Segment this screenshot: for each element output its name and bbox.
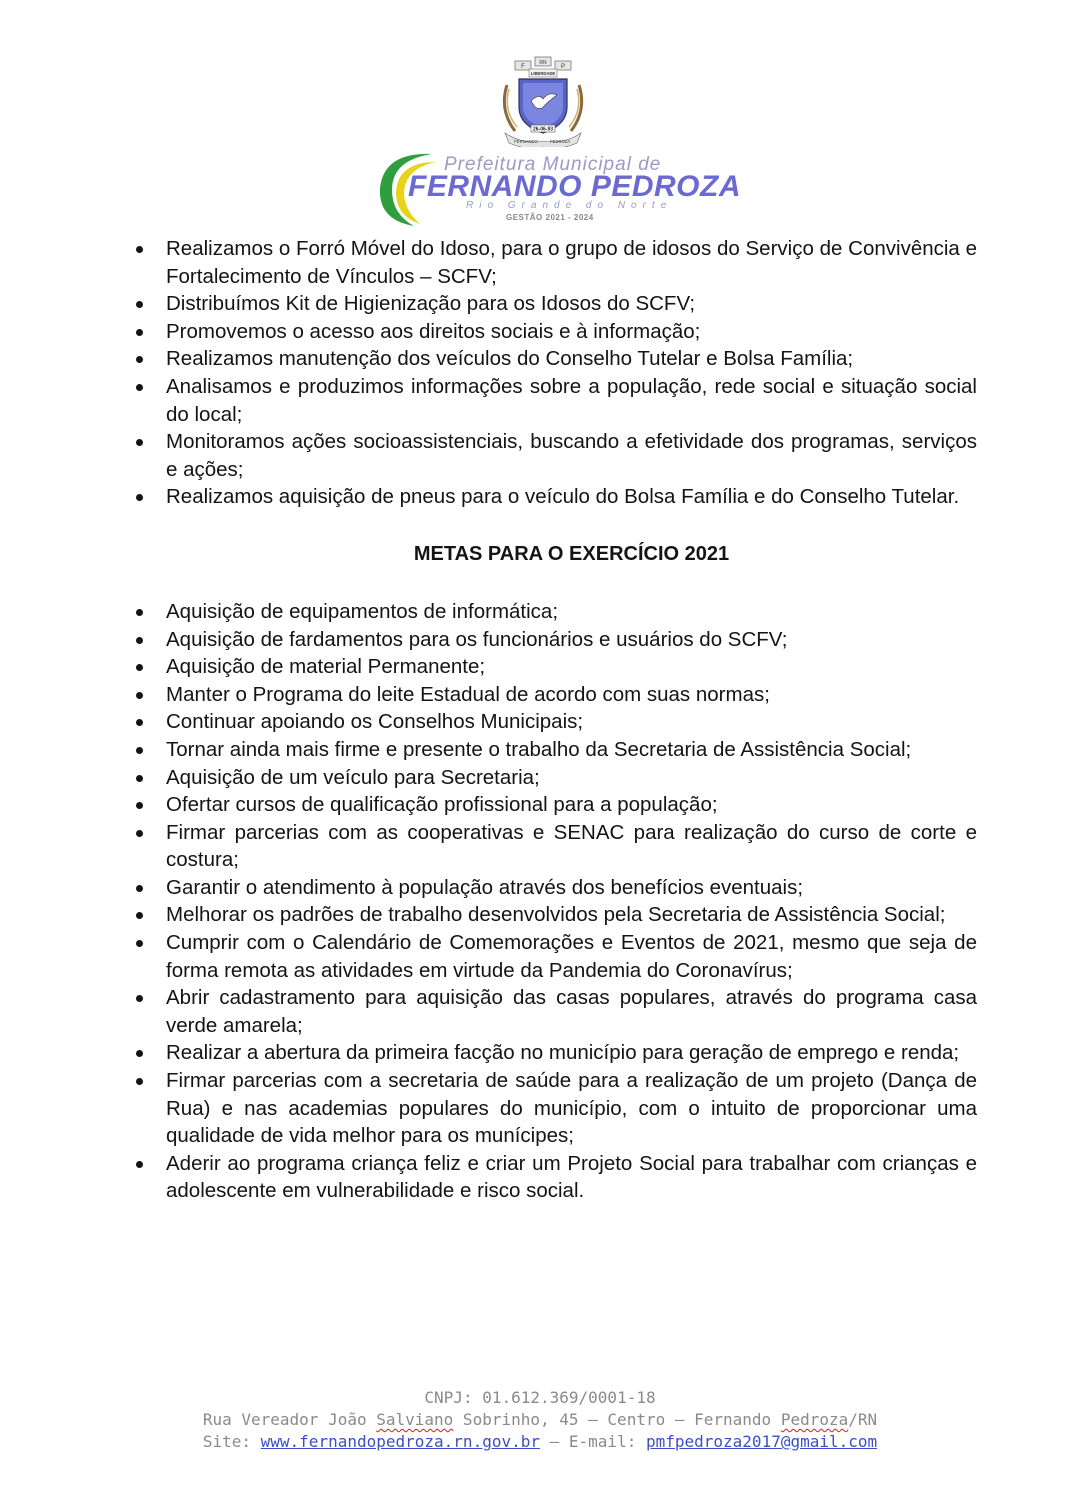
email-label: – E-mail:	[540, 1432, 646, 1451]
list-item	[130, 708, 977, 736]
bullet-icon	[136, 301, 143, 308]
document-body	[130, 235, 977, 1205]
list-item-text: Cumprir com o Calendário de Comemorações e Eventos de 2021, mesmo que seja de forma remota as atividades em virtude da Pandemia do Coronavírus;	[166, 931, 977, 982]
site-link[interactable]: www.fernandopedroza.rn.gov.br	[260, 1432, 540, 1451]
bullet-icon	[136, 1161, 143, 1168]
list-item	[130, 1039, 977, 1067]
crest-banner: LIBERDADE	[530, 71, 556, 76]
bullet-icon	[136, 356, 143, 363]
list-item	[130, 626, 977, 654]
bullet-icon	[136, 692, 143, 699]
list-item-text: Tornar ainda mais firme e presente o trabalho da Secretaria de Assistência Social;	[166, 737, 912, 761]
list-item	[130, 984, 977, 1039]
bullet-icon	[136, 912, 143, 919]
list-item	[130, 1150, 977, 1205]
crest-top-center: RN	[539, 60, 547, 66]
list-item	[130, 290, 977, 318]
list-item-text: Manter o Programa do leite Estadual de acordo com suas normas;	[166, 682, 770, 706]
list-item	[130, 318, 977, 346]
list-item	[130, 901, 977, 929]
list-item-text: Melhorar os padrões de trabalho desenvolvidos pela Secretaria de Assistência Social;	[166, 903, 946, 927]
list-item-text: Promovemos o acesso aos direitos sociais e à informação;	[166, 319, 701, 343]
list-item	[130, 428, 977, 483]
address-prefix: Rua Vereador João	[202, 1410, 377, 1429]
list-item-text: Realizar a abertura da primeira facção no município para geração de emprego e renda;	[166, 1041, 960, 1065]
list-item-text: Aquisição de material Permanente;	[166, 655, 486, 679]
list-item-text: Realizamos o Forró Móvel do Idoso, para o grupo de idosos do Serviço de Convivência e Fortalecimento de Vínculos – SCFV;	[166, 237, 977, 288]
list-item-text: Realizamos aquisição de pneus para o veículo do Bolsa Família e do Conselho Tutelar.	[166, 485, 960, 509]
bullet-icon	[136, 940, 143, 947]
footer-cnpj: CNPJ: 01.612.369/0001-18	[424, 1388, 656, 1407]
bullet-icon	[136, 719, 143, 726]
logo-prefeitura-text: Prefeitura Municipal de	[444, 154, 662, 175]
prefeitura-logo	[374, 148, 742, 230]
list-item-text: Firmar parcerias com as cooperativas e SENAC para realização do curso de corte e costura;	[166, 820, 977, 872]
list-item-text: Monitoramos ações socioassistenciais, buscando a efetividade dos programas, serviços e ações;	[166, 430, 977, 481]
list-item	[130, 764, 977, 792]
list-item	[130, 791, 977, 819]
bullet-icon	[136, 609, 143, 616]
list-item-text: Firmar parcerias com a secretaria de saúde para a realização de um projeto (Dança de Rua) e nas academias populares do município, com o intuito de proporcionar uma qualidade de vida melhor para os munícipes;	[166, 1069, 977, 1148]
logo-state-text: Rio Grande do Norte	[466, 200, 673, 211]
list-item	[130, 681, 977, 709]
list-item	[130, 373, 977, 428]
page-footer	[0, 1387, 1080, 1453]
logo-term-text: GESTÃO 2021 - 2024	[506, 213, 594, 222]
bullet-icon	[136, 775, 143, 782]
section-title: METAS PARA O EXERCÍCIO 2021	[413, 542, 730, 565]
logo-city-name: FERNANDO PEDROZA	[408, 170, 742, 203]
bullet-icon	[136, 747, 143, 754]
bullet-icon	[136, 246, 143, 253]
bullet-icon	[136, 995, 143, 1002]
footer-address	[0, 1409, 1080, 1431]
site-label: Site:	[202, 1432, 261, 1451]
list-item-text: Continuar apoiando os Conselhos Municipais;	[166, 710, 584, 734]
list-item	[130, 345, 977, 373]
bullet-icon	[136, 637, 143, 644]
list-item	[130, 874, 977, 902]
list-item-text: Aquisição de fardamentos para os funcionários e usuários do SCFV;	[166, 627, 788, 651]
bullet-icon	[136, 802, 143, 809]
footer-contact	[0, 1431, 1080, 1453]
address-city-name: Pedroza	[780, 1410, 849, 1429]
list-item	[130, 235, 977, 290]
list-item	[130, 653, 977, 681]
bullet-icon	[136, 494, 143, 501]
bullet-icon	[136, 1078, 143, 1085]
list-item	[130, 736, 977, 764]
bullet-icon	[136, 329, 143, 336]
municipal-coat-of-arms	[493, 55, 593, 147]
list-item	[130, 483, 977, 511]
letterhead	[0, 55, 1080, 230]
actions-list	[130, 235, 977, 511]
bullet-icon	[136, 830, 143, 837]
crest-top-right: P	[560, 64, 566, 70]
address-street-name: Salviano	[376, 1410, 454, 1429]
list-item-text: Aquisição de um veículo para Secretaria;	[166, 765, 540, 789]
list-item-text: Realizamos manutenção dos veículos do Conselho Tutelar e Bolsa Família;	[166, 347, 854, 371]
crest-ribbon-left: FERNANDO	[514, 139, 538, 144]
address-middle: Sobrinho, 45 – Centro – Fernando	[453, 1410, 781, 1429]
bullet-icon	[136, 384, 143, 391]
list-item-text: Garantir o atendimento à população através dos benefícios eventuais;	[166, 875, 804, 899]
bullet-icon	[136, 1050, 143, 1057]
address-suffix: /RN	[848, 1410, 878, 1429]
crest-top-left: F	[521, 64, 525, 70]
list-item-text: Distribuímos Kit de Higienização para os Idosos do SCFV;	[166, 292, 696, 316]
goals-list	[130, 598, 977, 1205]
bullet-icon	[136, 885, 143, 892]
list-item	[130, 1067, 977, 1150]
list-item-text: Aderir ao programa criança feliz e criar um Projeto Social para trabalhar com crianças e adolescente em vulnerabilidade e risco social.	[166, 1151, 977, 1203]
list-item	[130, 929, 977, 984]
list-item-text: Analisamos e produzimos informações sobre a população, rede social e situação social do local;	[166, 374, 977, 426]
list-item	[130, 598, 977, 626]
list-item-text: Aquisição de equipamentos de informática;	[166, 599, 559, 623]
bullet-icon	[136, 439, 143, 446]
list-item-text: Ofertar cursos de qualificação profissional para a população;	[166, 793, 718, 817]
list-item-text: Abrir cadastramento para aquisição das casas populares, através do programa casa verde amarela;	[166, 986, 977, 1037]
bullet-icon	[136, 664, 143, 671]
email-link[interactable]: pmfpedroza2017@gmail.com	[645, 1432, 878, 1451]
list-item	[130, 819, 977, 874]
crest-date: 26-06-93	[532, 126, 554, 133]
crest-ribbon-right: PEDROZA	[549, 139, 571, 144]
